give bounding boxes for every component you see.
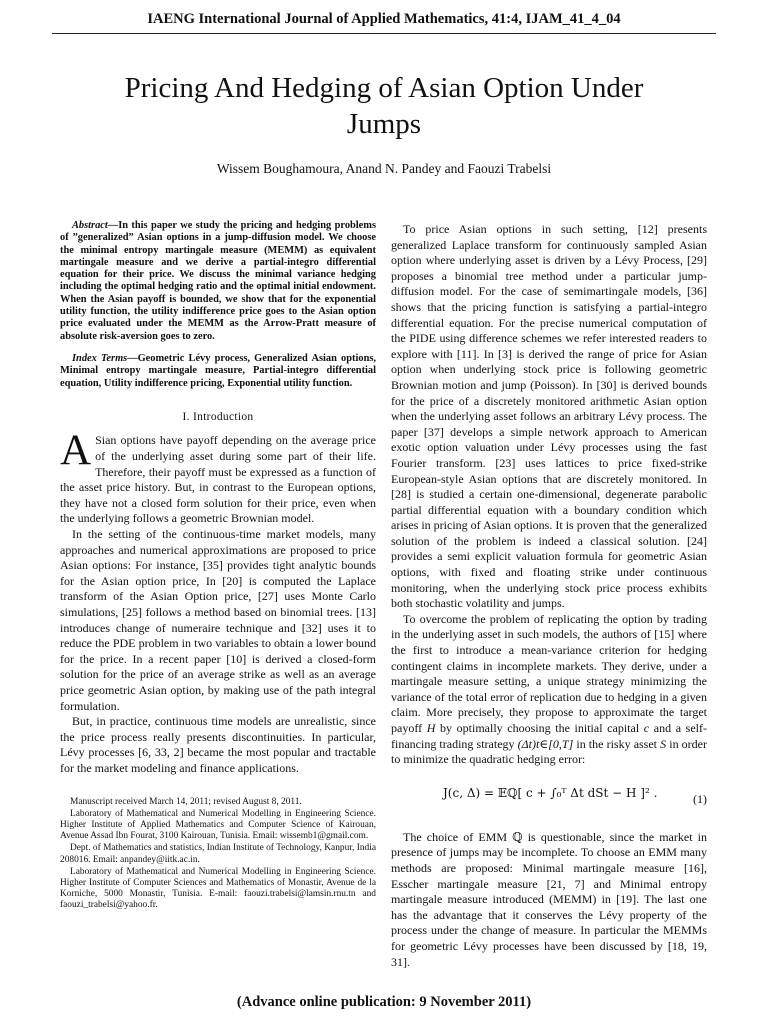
paper-title [60,70,708,142]
equation-1-number: (1) [693,791,707,806]
right-paragraph-1: To price Asian options in such setting, [12] presents generalized Laplace transform for continuously sampled Asian option where underlying asset is driven by a Lévy Process, [29] proposes a binomial tree method under a particular jump-diffusion model. For the case of semimartingale models, [36] shows that the pricing function is satisfying a partial-integro differential equation. For the precise numerical computation of the PIDE using difference schemes we refer interested readers to explore with [11]. In [3] is derived the range of price for Asian option when underlying stock price is following geometric Brownian motion and jump (Poisson). In [30] is derived bounds for the price of a discretely monitored arithmetic Asian option when the underlying asset follows an arbitrary Lévy process. The paper [37] develops a simple network approach to American exotic option valuation under Lévy processes using the fast Fourier transform. [23] uses lattices to price fixed-strike European-style Asian options that are discretely monitored. In [28] is studied a certain one-dimensional, degenerate parabolic partial differential equation with a boundary condition which arises in pricing of Asian options. It is proven that the generalized solution of the problem is indeed a classical solution. [24] provides a semi explicit valuation formula for geometric Asian options, with fixed and floating strike under continuous monitoring, when the underlying stock price process exhibits both stochastic volatility and jumps. [391,222,707,611]
right-paragraph-2-part-d: in the risky asset [573,736,661,751]
intro-paragraph-1 [60,427,376,527]
symbol-S: S [660,736,667,751]
equation-1-body: J(c, Δ) = 𝔼ℚ[ c + ∫₀ᵀ Δt dSt − H ]² . [443,785,658,800]
section-heading-introduction: I. Introduction [182,410,254,423]
intro-paragraph-2: In the setting of the continuous-time market models, many approaches and numerical approximations are proposed to price Asian options: For instance, [35] provides tight analytic bounds for the Asian option price, In [20] is computed the Laplace transform of the Asian Option price, [27] uses Monte Carlo simulations, [25] follows a method based on binomial trees. [13] introduces change of numeraire technique and [32] uses it to reduce the PDE problem in two variables to obtain a lower bound for the price. In a recent paper [10] is derived a closed-form solution for the price of an average strike as well as an average price geometric Asian option, by making use of the path integral formulation. [60,527,376,713]
equation-1 [391,774,707,826]
footnotes [60,797,376,912]
footnote-affiliation-1: Laboratory of Mathematical and Numerical Modelling in Engineering Science. Higher Institute of Applied Mathematics and Computer Science of Kairouan, Avenue Assad Ibn Fourat, 3100 Kairouan, Tunisia. Email: wissemb1@gmail.com. [60,808,376,842]
right-column [391,222,707,970]
symbol-c: c [643,721,650,735]
index-terms-text: —Geometric Lévy process, Generalized Asian options, Minimal entropy martingale measure, Partial-integro differential equation, Utility indifference pricing, Exponential utility function. [60,352,376,389]
abstract [60,220,376,343]
intro-paragraph-1-text: Sian options have payoff depending on the average price of the underlying asset during some part of their life. Therefore, their payoff must be expressed as a function of the asset price history. But, in contrast to the European options, they have not a closed form solution for their price, even when the underlying follows a geometric Brownian model. [60,433,376,526]
index-terms [60,353,376,390]
header-rule [52,33,716,34]
footnote-manuscript: Manuscript received March 14, 2011; revised August 8, 2011. [70,796,302,807]
right-paragraph-2 [391,612,707,768]
right-paragraph-3: The choice of EMM ℚ is questionable, since the market in presence of jumps may be incomplete. To choose an EMM many methods are proposed: Minimal martingale measure [16], Esscher martingale measure [21, 7] and Minimal entropy martingale measure introduced (MEMM) in [19]. The last one has the advantage that it conserves the Lévy property of the process under the change of measure. In particular the MEMMs for geometric Lévy processes have been discussed by [18, 19, 31]. [391,829,707,969]
intro-paragraph-3: But, in practice, continuous time models are unrealistic, since the price process really presents discontinuities. In particular, Lévy processes [6, 33, 2] became the most popular and tractable for the market modeling and finance applications. [60,714,376,775]
footnote-affiliation-2: Dept. of Mathematics and statistics, Indian Institute of Technology, Kanpur, India 208016. Email: anpandey@iitk.ac.in. [60,843,376,865]
symbol-delta-strategy: (Δt)t∈[0,T] [517,736,574,751]
drop-cap: A [60,427,92,475]
symbol-H: H [426,721,436,735]
right-paragraph-2-part-e: in order to minimize the quadratic hedging error: [391,736,707,767]
footnote-affiliation-3: Laboratory of Mathematical and Numerical Modelling in Engineering Science. Higher Institute of Computer Sciences and Mathematics of Monastir, Avenue de la Korniche, 5000 Monastir, Tunisia. E-mail: faouzi.trabelsi@lamsin.rnu.tn and faouzi_trabelsi@yahoo.fr. [60,866,376,911]
publication-footer: (Advance online publication: 9 November 2011) [236,994,532,1010]
index-terms-label: Index Terms [72,352,128,364]
title-line-1: Pricing And Hedging of Asian Option Under [124,72,644,104]
right-paragraph-2-part-b: by optimally choosing the initial capital [435,721,644,735]
abstract-label: Abstract [72,220,108,231]
title-line-2: Jumps [346,108,422,140]
left-column [60,220,376,913]
abstract-text: —In this paper we study the pricing and hedging problems of ”generalized” Asian options in a jump-diffusion model. We choose the minimal entropy martingale measure (MEMM) as equivalent martingale measure and we derive a partial-integro differential equation for their price. We discuss the minimal variance hedging including the optimal hedging ratio and the optimal initial endowment. When the Asian payoff is bounded, we show that for the exponential utility function, the utility indifference price goes to the Asian option price evaluated under the MEMM as the Arrow-Pratt measure of absolute risk-aversion goes to zero. [60,220,376,342]
journal-header: IAENG International Journal of Applied Mathematics, 41:4, IJAM_41_4_04 [147,11,621,27]
right-paragraph-2-part-a: To overcome the problem of replicating the option by trading in the underlying asset in such models, the authors of [15] where the first to introduce a mean-variance criterion for hedging contingent claims in incomplete markets. They derive, under a martingale measure setting, a unique strategy minimizing the variance of the total error of replication due to hedging in a given claim. More precisely, they propose to approximate the target payoff [391,611,707,735]
right-paragraph-2-part-c: and a self-financing trading strategy [391,721,707,751]
author-list: Wissem Boughamoura, Anand N. Pandey and Faouzi Trabelsi [216,161,552,176]
